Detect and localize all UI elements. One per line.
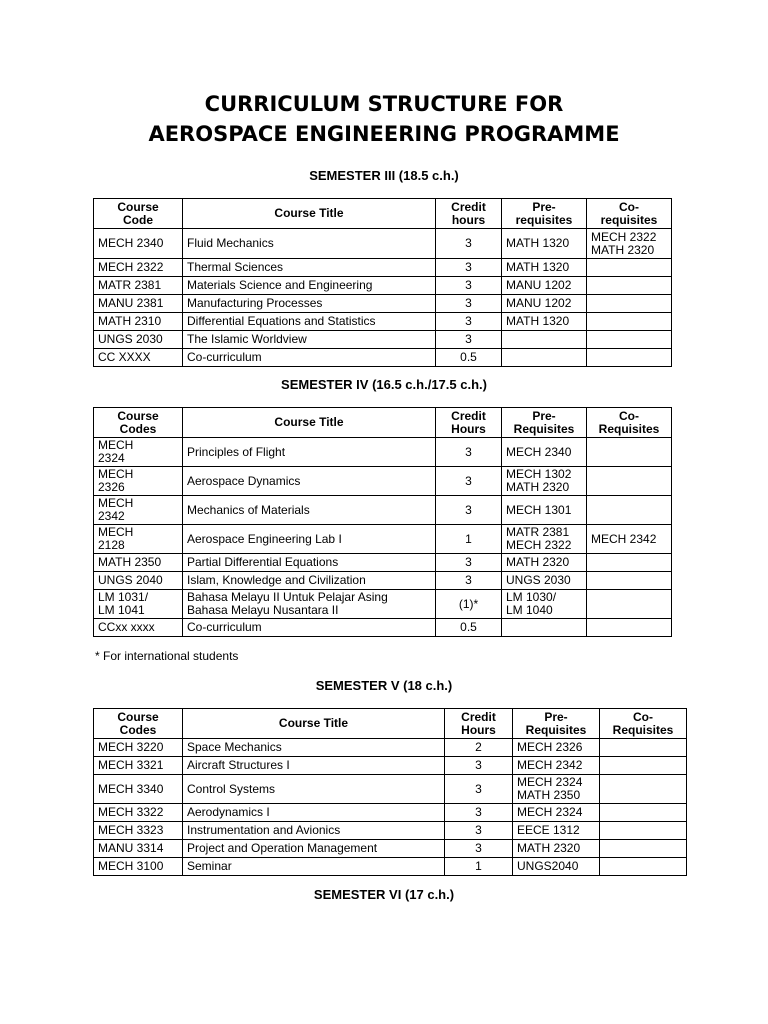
cell-prereq: MATR 2381 MECH 2322 (502, 525, 587, 554)
cell-coreq (587, 590, 672, 619)
table-row (94, 331, 672, 349)
cell-coreq (587, 277, 672, 295)
table-row (94, 572, 672, 590)
semester-v-table (93, 708, 687, 876)
table-row (94, 858, 687, 876)
cell-title: Aerodynamics I (183, 804, 445, 822)
cell-credit: 3 (436, 467, 502, 496)
cell-coreq (600, 775, 687, 804)
cell-coreq (587, 467, 672, 496)
cell-prereq: MECH 1302 MATH 2320 (502, 467, 587, 496)
cell-prereq: EECE 1312 (513, 822, 600, 840)
cell-title: Manufacturing Processes (183, 295, 436, 313)
header-code: Course Code (94, 199, 183, 229)
table-row (94, 757, 687, 775)
cell-credit: 3 (445, 804, 513, 822)
cell-title: Materials Science and Engineering (183, 277, 436, 295)
cell-coreq (587, 349, 672, 367)
table-row (94, 349, 672, 367)
cell-code: MECH 2342 (94, 496, 183, 525)
table-row (94, 496, 672, 525)
header-code: Course Codes (94, 408, 183, 438)
semester-iii-heading: SEMESTER III (18.5 c.h.) (309, 168, 459, 183)
cell-title: Mechanics of Materials (183, 496, 436, 525)
cell-code: MECH 2128 (94, 525, 183, 554)
header-title: Course Title (183, 408, 436, 438)
cell-title: The Islamic Worldview (183, 331, 436, 349)
cell-code: MECH 2326 (94, 467, 183, 496)
semester-vi-heading: SEMESTER VI (17 c.h.) (313, 887, 455, 902)
cell-prereq: MECH 2324 MATH 2350 (513, 775, 600, 804)
cell-title: Control Systems (183, 775, 445, 804)
cell-coreq (587, 331, 672, 349)
cell-code: UNGS 2030 (94, 331, 183, 349)
cell-title: Thermal Sciences (183, 259, 436, 277)
semester-iv-heading: SEMESTER IV (16.5 c.h./17.5 c.h.) (281, 377, 487, 392)
cell-prereq: UNGS 2030 (502, 572, 587, 590)
header-coreq: Co- Requisites (587, 408, 672, 438)
cell-title: Instrumentation and Avionics (183, 822, 445, 840)
header-credit: Credit Hours (436, 408, 502, 438)
cell-prereq: MATH 1320 (502, 259, 587, 277)
cell-title: Aerospace Dynamics (183, 467, 436, 496)
table-row (94, 438, 672, 467)
cell-credit: 3 (436, 313, 502, 331)
cell-credit: 3 (445, 840, 513, 858)
cell-prereq: LM 1030/ LM 1040 (502, 590, 587, 619)
cell-coreq (600, 739, 687, 757)
cell-title: Space Mechanics (183, 739, 445, 757)
cell-prereq (502, 619, 587, 637)
table-row (94, 295, 672, 313)
cell-title: Aircraft Structures I (183, 757, 445, 775)
cell-credit: 3 (436, 572, 502, 590)
header-credit: Credit hours (436, 199, 502, 229)
header-coreq: Co- Requisites (600, 709, 687, 739)
cell-prereq: MECH 2342 (513, 757, 600, 775)
cell-prereq: MECH 1301 (502, 496, 587, 525)
table-header-row (94, 199, 672, 229)
cell-prereq: MATH 2320 (502, 554, 587, 572)
cell-title: Co-curriculum (183, 619, 436, 637)
semester-iii-table (93, 198, 672, 367)
semester-iv-table (93, 407, 672, 637)
table-row (94, 840, 687, 858)
cell-coreq (587, 496, 672, 525)
cell-prereq: MATH 1320 (502, 229, 587, 259)
cell-credit: 3 (436, 229, 502, 259)
cell-coreq: MECH 2322 MATH 2320 (587, 229, 672, 259)
cell-coreq (587, 295, 672, 313)
table-row (94, 590, 672, 619)
cell-code: CC XXXX (94, 349, 183, 367)
cell-code: MECH 3321 (94, 757, 183, 775)
table-row (94, 804, 687, 822)
cell-title: Fluid Mechanics (183, 229, 436, 259)
cell-coreq (600, 757, 687, 775)
table-row (94, 229, 672, 259)
cell-title: Islam, Knowledge and Civilization (183, 572, 436, 590)
cell-title: Co-curriculum (183, 349, 436, 367)
cell-code: CCxx xxxx (94, 619, 183, 637)
table-row (94, 739, 687, 757)
cell-coreq (600, 804, 687, 822)
cell-title: Differential Equations and Statistics (183, 313, 436, 331)
table-row (94, 775, 687, 804)
table-row (94, 277, 672, 295)
cell-credit: 0.5 (436, 349, 502, 367)
cell-title: Bahasa Melayu II Untuk Pelajar Asing Bahasa Melayu Nusantara II (183, 590, 436, 619)
cell-prereq: UNGS2040 (513, 858, 600, 876)
cell-prereq: MECH 2340 (502, 438, 587, 467)
cell-credit: 3 (436, 277, 502, 295)
cell-title: Seminar (183, 858, 445, 876)
cell-credit: 0.5 (436, 619, 502, 637)
cell-prereq: MECH 2326 (513, 739, 600, 757)
cell-coreq (587, 259, 672, 277)
cell-credit: 3 (436, 259, 502, 277)
cell-prereq (502, 349, 587, 367)
cell-credit: 1 (436, 525, 502, 554)
table-row (94, 554, 672, 572)
international-students-note: * For international students (95, 649, 239, 663)
header-title: Course Title (183, 709, 445, 739)
page-title-line2: AEROSPACE ENGINEERING PROGRAMME (148, 122, 620, 146)
cell-title: Aerospace Engineering Lab I (183, 525, 436, 554)
cell-prereq (502, 331, 587, 349)
cell-code: MECH 2340 (94, 229, 183, 259)
cell-title: Principles of Flight (183, 438, 436, 467)
cell-prereq: MATH 1320 (502, 313, 587, 331)
cell-code: MANU 3314 (94, 840, 183, 858)
header-prereq: Pre- Requisites (513, 709, 600, 739)
header-code: Course Codes (94, 709, 183, 739)
cell-credit: 3 (445, 822, 513, 840)
header-prereq: Pre- Requisites (502, 408, 587, 438)
cell-code: MATR 2381 (94, 277, 183, 295)
table-row (94, 313, 672, 331)
cell-credit: 3 (445, 757, 513, 775)
header-prereq: Pre- requisites (502, 199, 587, 229)
cell-title: Project and Operation Management (183, 840, 445, 858)
cell-code: MECH 3322 (94, 804, 183, 822)
cell-code: MECH 2324 (94, 438, 183, 467)
cell-code: LM 1031/ LM 1041 (94, 590, 183, 619)
table-row (94, 822, 687, 840)
cell-code: MECH 2322 (94, 259, 183, 277)
cell-coreq (587, 554, 672, 572)
cell-code: MATH 2350 (94, 554, 183, 572)
cell-credit: 3 (436, 496, 502, 525)
cell-code: MECH 3100 (94, 858, 183, 876)
cell-credit: 2 (445, 739, 513, 757)
table-row (94, 525, 672, 554)
table-header-row (94, 408, 672, 438)
cell-code: MECH 3340 (94, 775, 183, 804)
cell-coreq (587, 572, 672, 590)
cell-credit: (1)* (436, 590, 502, 619)
page-title-line1: CURRICULUM STRUCTURE FOR (204, 92, 564, 116)
cell-coreq (587, 313, 672, 331)
cell-credit: 3 (436, 331, 502, 349)
cell-prereq: MANU 1202 (502, 295, 587, 313)
cell-code: UNGS 2040 (94, 572, 183, 590)
header-title: Course Title (183, 199, 436, 229)
cell-code: MECH 3220 (94, 739, 183, 757)
cell-coreq (587, 438, 672, 467)
cell-code: MECH 3323 (94, 822, 183, 840)
cell-title: Partial Differential Equations (183, 554, 436, 572)
cell-code: MATH 2310 (94, 313, 183, 331)
cell-credit: 3 (436, 554, 502, 572)
cell-credit: 1 (445, 858, 513, 876)
header-coreq: Co- requisites (587, 199, 672, 229)
table-row (94, 467, 672, 496)
table-row (94, 619, 672, 637)
cell-prereq: MATH 2320 (513, 840, 600, 858)
table-header-row (94, 709, 687, 739)
cell-coreq (600, 822, 687, 840)
semester-v-heading: SEMESTER V (18 c.h.) (315, 678, 453, 693)
cell-code: MANU 2381 (94, 295, 183, 313)
cell-credit: 3 (436, 438, 502, 467)
cell-coreq (587, 619, 672, 637)
cell-coreq: MECH 2342 (587, 525, 672, 554)
table-row (94, 259, 672, 277)
header-credit: Credit Hours (445, 709, 513, 739)
cell-prereq: MECH 2324 (513, 804, 600, 822)
cell-credit: 3 (445, 775, 513, 804)
cell-prereq: MANU 1202 (502, 277, 587, 295)
cell-credit: 3 (436, 295, 502, 313)
cell-coreq (600, 840, 687, 858)
cell-coreq (600, 858, 687, 876)
